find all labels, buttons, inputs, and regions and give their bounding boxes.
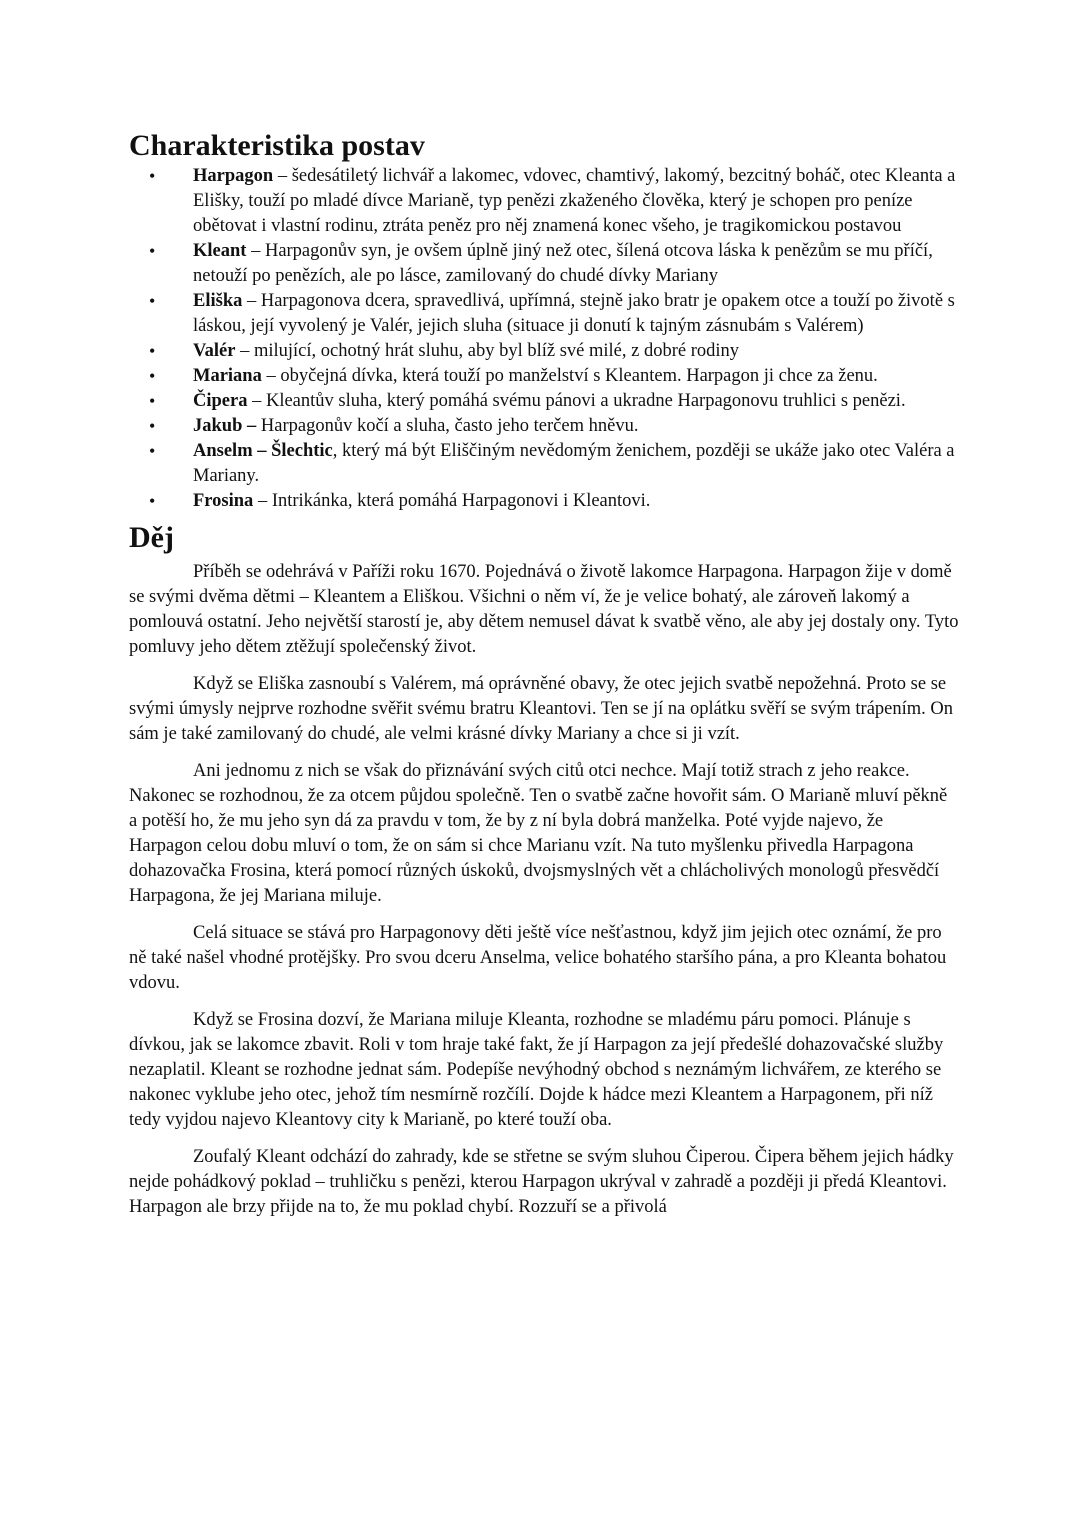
bullet-icon: • <box>149 241 156 261</box>
character-name: Jakub – <box>193 416 257 436</box>
character-name: Frosina <box>193 491 254 511</box>
bullet-icon: • <box>149 166 156 186</box>
character-description: obyčejná dívka, která touží po manželství s Kleantem. Harpagon ji chce za ženu. <box>280 366 878 386</box>
character-name: Anselm – Šlechtic <box>193 441 333 461</box>
heading-plot: Děj <box>129 521 174 554</box>
character-description: šedesátiletý lichvář a lakomec, vdovec, chamtivý, lakomý, bezcitný boháč, otec Kleanta a Elišky, touží po mladé dívce Marianě, typ penězi zkaženého člověka, který je schopen pro peníze obětovat i vlastní rodinu, ztráta peněz pro něj znamená konec všeho, je tragikomickou postavou <box>193 166 956 236</box>
plot-paragraph: Příběh se odehrává v Paříži roku 1670. Pojednává o životě lakomce Harpagona. Harpagon žije v domě se svými dvěma dětmi – Kleantem a Eliškou. Všichni o něm ví, že je velice bohatý, ale zároveň lakomý a pomlouvá ostatní. Jeho největší starostí je, aby dětem nemusel dávat k svatbě věno, ale aby jej dostaly ony. Tyto pomluvy jeho dětem ztěžují společenský život. <box>129 562 959 657</box>
character-name: Eliška <box>193 291 243 311</box>
bullet-icon: • <box>149 391 156 411</box>
character-item: • Eliška – Harpagonova dcera, spravedlivá, upřímná, stejně jako bratr je opakem otce a touží po životě s láskou, její vyvolený je Valér, jejich sluha (situace ji donutí k tajným zásnubám s Valérem) <box>149 291 955 336</box>
bullet-icon: • <box>149 416 156 436</box>
character-name: Mariana <box>193 366 262 386</box>
character-description: Harpagonův kočí a sluha, často jeho terčem hněvu. <box>260 416 639 436</box>
character-name: Čipera <box>193 391 248 411</box>
character-item: • Harpagon – šedesátiletý lichvář a lakomec, vdovec, chamtivý, lakomý, bezcitný boháč, otec Kleanta a Elišky, touží po mladé dívce Marianě, typ penězi zkaženého člověka, který je schopen pro peníze obětovat i vlastní rodinu, ztráta peněz pro něj znamená konec všeho, je tragikomickou postavou <box>149 166 956 236</box>
bullet-icon: • <box>149 441 156 461</box>
bullet-icon: • <box>149 366 156 386</box>
character-list <box>129 164 959 514</box>
character-description: milující, ochotný hrát sluhu, aby byl blíž své milé, z dobré rodiny <box>253 341 740 361</box>
bullet-icon: • <box>149 291 156 311</box>
character-description: který má být Eliščiným nevědomým ženichem, později se ukáže jako otec Valéra a Mariany. <box>193 441 955 486</box>
bullet-icon: • <box>149 491 156 511</box>
plot-paragraph: Celá situace se stává pro Harpagonovy děti ještě více nešťastnou, když jim jejich otec oznámí, že pro ně také našel vhodné protějšky. Pro svou dceru Anselma, velice bohatého staršího pána, a pro Kleanta bohatou vdovu. <box>129 923 947 993</box>
plot-paragraph: Když se Frosina dozví, že Mariana miluje Kleanta, rozhodne se mladému páru pomoci. Plánuje s dívkou, jak se lakomce zbavit. Roli v tom hraje také fakt, že jí Harpagon za její předešlé dohazovačské služby nezaplatil. Kleant se rozhodne jednat sám. Podepíše nevýhodný obchod s neznámým lichvářem, ze kterého se nakonec vyklube jeho otec, jehož tím nesmírně rozčílí. Dojde k hádce mezi Kleantem a Harpagonem, při níž tedy vyjdou najevo Kleantovy city k Marianě, po které touží oba. <box>129 1010 944 1130</box>
bullet-icon: • <box>149 341 156 361</box>
heading-characters: Charakteristika postav <box>129 129 425 162</box>
character-item: • Frosina – Intrikánka, která pomáhá Harpagonovi i Kleantovi. <box>193 489 959 514</box>
character-name: Kleant <box>193 241 247 261</box>
character-description: Harpagonův syn, je ovšem úplně jiný než otec, šílená otcova láska k penězům se mu příčí, netouží po penězích, ale po lásce, zamilovaný do chudé dívky Mariany <box>193 241 933 286</box>
character-name: Valér <box>193 341 236 361</box>
plot-paragraph: Ani jednomu z nich se však do přiznávání svých citů otci nechce. Mají totiž strach z jeho reakce. Nakonec se rozhodnou, že za otcem půjdou společně. Ten o svatbě začne hovořit sám. O Marianě mluví pěkně a potěší ho, že mu jeho syn dá za pravdu v tom, že by z ní byla dobrá manželka. Poté vyjde najevo, že Harpagon celou dobu mluví o tom, že on sám si chce Marianu vzít. Na tuto myšlenku přivedla Harpagona dohazovačka Frosina, která pomocí různých úskoků, dvojsmyslných vět a chlácholivých monologů přesvědčí Harpagona, že jej Mariana miluje. <box>129 761 948 906</box>
character-description: Harpagonova dcera, spravedlivá, upřímná, stejně jako bratr je opakem otce a touží po životě s láskou, její vyvolený je Valér, jejich sluha (situace ji donutí k tajným zásnubám s Valérem) <box>193 291 955 336</box>
character-description: Intrikánka, která pomáhá Harpagonovi i Kleantovi. <box>271 491 651 511</box>
plot-paragraph: Když se Eliška zasnoubí s Valérem, má oprávněné obavy, že otec jejich svatbě nepožehná. Proto se se svými úmysly nejprve rozhodne svěřit svému bratru Kleantovi. Ten se jí na oplátku svěří se svým trápením. On sám je také zamilovaný do chudé, ale velmi krásné dívky Mariany a chce si ji vzít. <box>129 674 954 744</box>
document-page <box>129 128 959 1232</box>
character-item: • Čipera – Kleantův sluha, který pomáhá svému pánovi a ukradne Harpagonovu truhlici s penězi. <box>193 389 959 414</box>
character-item <box>149 414 959 439</box>
plot-text <box>129 560 959 1220</box>
character-name: Harpagon <box>193 166 274 186</box>
character-item: • Anselm – Šlechtic, který má být Eliščiným nevědomým ženichem, později se ukáže jako otec Valéra a Mariany. <box>149 441 955 486</box>
character-item: • Mariana – obyčejná dívka, která touží po manželství s Kleantem. Harpagon ji chce za ženu. <box>193 364 959 389</box>
plot-paragraph: Zoufalý Kleant odchází do zahrady, kde se střetne se svým sluhou Čiperou. Čipera během jejich hádky nejde pohádkový poklad – truhličku s penězi, kterou Harpagon ukrýval v zahradě a později ji předá Kleantovi. Harpagon ale brzy přijde na to, že mu poklad chybí. Rozzuří se a přivolá <box>129 1147 954 1217</box>
character-item: • Valér – milující, ochotný hrát sluhu, aby byl blíž své milé, z dobré rodiny <box>193 339 959 364</box>
character-item: • Kleant – Harpagonův syn, je ovšem úplně jiný než otec, šílená otcova láska k penězům se mu příčí, netouží po penězích, ale po lásce, zamilovaný do chudé dívky Mariany <box>149 241 933 286</box>
character-description: Kleantův sluha, který pomáhá svému pánovi a ukradne Harpagonovu truhlici s penězi. <box>265 391 906 411</box>
